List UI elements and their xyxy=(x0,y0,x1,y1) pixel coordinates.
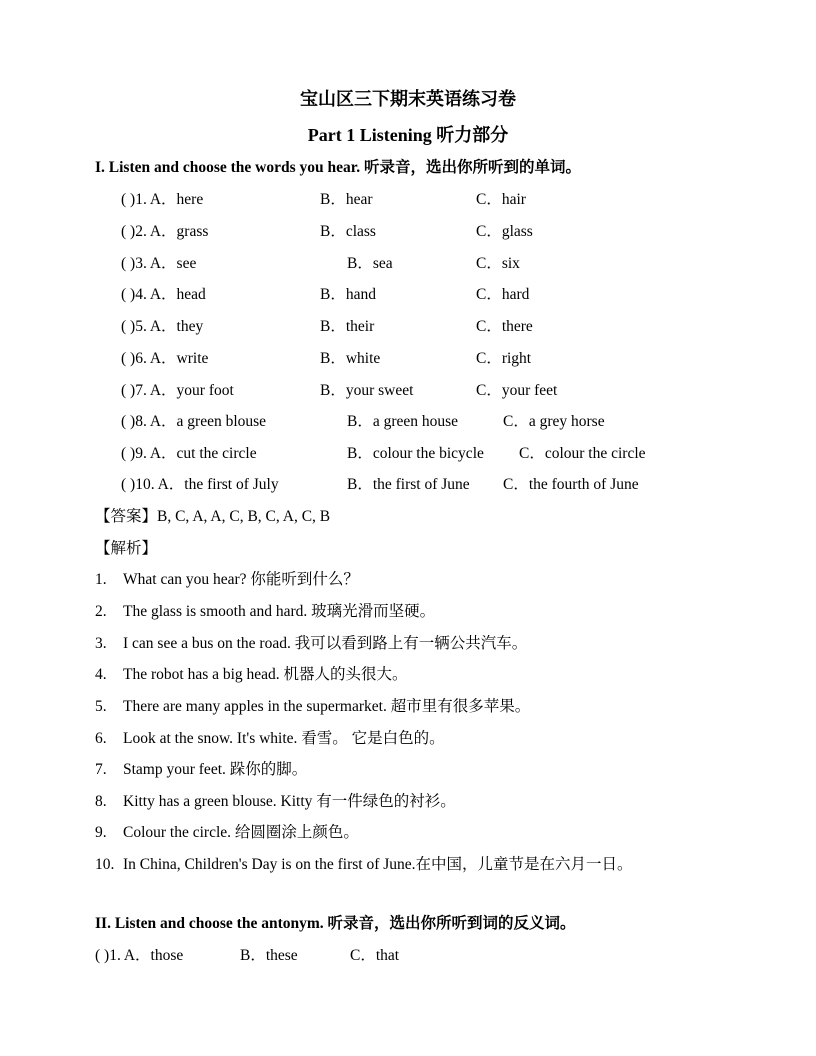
analysis-sentence: Look at the snow. It's white. 看雪。 它是白色的。 xyxy=(123,730,445,747)
question-option-a: ( )9. A．cut the circle xyxy=(121,445,257,462)
question-option-b: B．sea xyxy=(347,255,393,272)
question-option-a: ( )8. A．a green blouse xyxy=(121,413,267,430)
question-option-b: B．their xyxy=(320,318,375,335)
question-option-c: C．the fourth of June xyxy=(503,476,639,493)
analysis-sentence: What can you hear? 你能听到什么？ xyxy=(123,571,359,588)
question-option-a: ( )6. A．write xyxy=(121,350,209,367)
analysis-number: 7. xyxy=(95,761,107,778)
analysis-sentence: The robot has a big head. 机器人的头很大。 xyxy=(123,666,408,683)
analysis-number: 5. xyxy=(95,698,107,715)
question-option-a: ( )4. A．head xyxy=(121,286,206,303)
question-option-a: ( )2. A．grass xyxy=(121,223,209,240)
question-option-b: B．colour the bicycle xyxy=(347,445,484,462)
analysis-label: 【解析】 xyxy=(95,540,158,557)
question-option-c: C．your feet xyxy=(476,382,558,399)
question-option-a: ( )1. A．here xyxy=(121,191,204,208)
analysis-number: 6. xyxy=(95,730,107,747)
question-option-c: C．there xyxy=(476,318,533,335)
question-option-b: B．white xyxy=(320,350,381,367)
analysis-sentence: There are many apples in the supermarket. 超市里有很多苹果。 xyxy=(123,698,531,715)
question-option-b: B．class xyxy=(320,223,376,240)
question-option-b: B．hand xyxy=(320,286,376,303)
question-option-b: B．the first of June xyxy=(347,476,470,493)
analysis-number: 1. xyxy=(95,571,107,588)
analysis-number: 10. xyxy=(95,856,115,873)
question-option-c: C．glass xyxy=(476,223,533,240)
question-option-c: C．six xyxy=(476,255,520,272)
question-option-b: B．these xyxy=(240,947,298,964)
question-option-c: C．that xyxy=(350,947,400,964)
question-option-b: B．a green house xyxy=(347,413,459,430)
analysis-sentence: Kitty has a green blouse. Kitty 有一件绿色的衬衫。 xyxy=(123,793,456,810)
question-option-a: ( )5. A．they xyxy=(121,318,204,335)
answer-key: 【答案】B, C, A, A, C, B, C, A, C, B xyxy=(95,508,331,525)
question-option-c: C．hard xyxy=(476,286,530,303)
question-option-c: C．hair xyxy=(476,191,526,208)
analysis-number: 2. xyxy=(95,603,107,620)
question-option-c: C．a grey horse xyxy=(503,413,605,430)
page-title: 宝山区三下期末英语练习卷 xyxy=(300,89,516,109)
question-option-b: B．hear xyxy=(320,191,373,208)
question-option-a: ( )10. A．the first of July xyxy=(121,476,279,493)
section-2-heading: II. Listen and choose the antonym. 听录音，选出你所听到词的反义词。 xyxy=(95,915,576,932)
analysis-sentence: The glass is smooth and hard. 玻璃光滑而坚硬。 xyxy=(123,603,436,620)
analysis-number: 4. xyxy=(95,666,107,683)
question-option-a: ( )1. A．those xyxy=(95,947,184,964)
question-option-c: C．right xyxy=(476,350,532,367)
analysis-sentence: In China, Children's Day is on the first of June.在中国，儿童节是在六月一日。 xyxy=(123,856,633,873)
question-option-c: C．colour the circle xyxy=(519,445,646,462)
question-option-b: B．your sweet xyxy=(320,382,414,399)
page-subtitle: Part 1 Listening 听力部分 xyxy=(307,125,509,145)
analysis-number: 8. xyxy=(95,793,107,810)
analysis-number: 3. xyxy=(95,635,107,652)
analysis-sentence: Colour the circle. 给圆圈涂上颜色。 xyxy=(123,824,359,841)
analysis-sentence: I can see a bus on the road. 我可以看到路上有一辆公共汽车。 xyxy=(123,635,528,652)
analysis-number: 9. xyxy=(95,824,107,841)
question-option-a: ( )7. A．your foot xyxy=(121,382,234,399)
analysis-sentence: Stamp your feet. 跺你的脚。 xyxy=(123,761,308,778)
section-1-heading: I. Listen and choose the words you hear. 听录音，选出你所听到的单词。 xyxy=(95,159,581,176)
question-option-a: ( )3. A．see xyxy=(121,255,197,272)
